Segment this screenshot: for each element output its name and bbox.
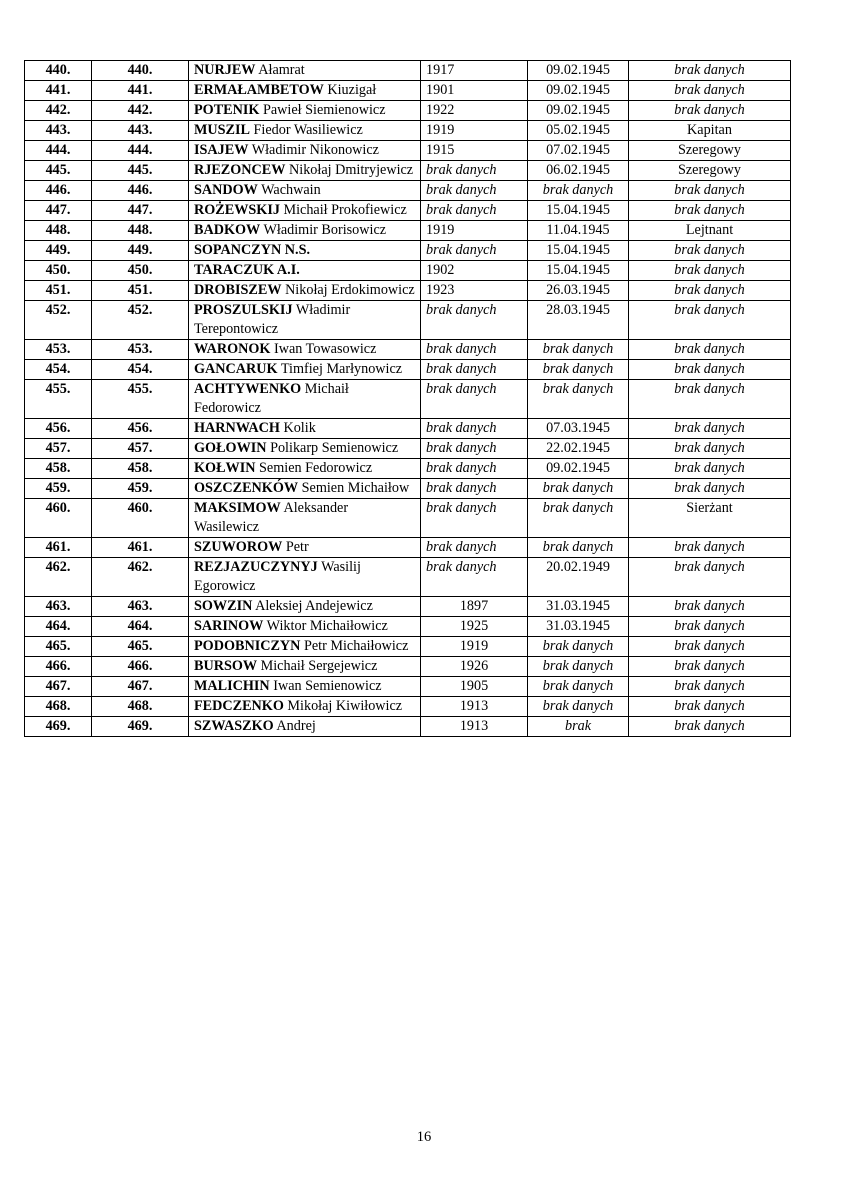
row-lp: 441. <box>25 81 92 101</box>
row-surname: ERMAŁAMBETOW <box>194 82 324 98</box>
row-name <box>189 538 421 558</box>
row-lp: 462. <box>25 558 92 597</box>
row-given-names: Władimir Borisowicz <box>263 222 387 238</box>
row-surname: SARINOW <box>194 618 264 634</box>
row-given-names: Nikołaj Erdokimowicz <box>285 282 415 298</box>
row-death-date: 28.03.1945 <box>528 301 629 340</box>
row-rank: brak danych <box>629 419 791 439</box>
row-rank: Szeregowy <box>629 141 791 161</box>
row-name <box>189 340 421 360</box>
row-given-names: Iwan Towasowicz <box>274 341 377 357</box>
row-death-date: 09.02.1945 <box>528 101 629 121</box>
row-given-names: Semien Michaiłow <box>301 480 410 496</box>
table-row <box>25 499 791 538</box>
row-name <box>189 637 421 657</box>
row-surname: OSZCZENKÓW <box>194 480 299 496</box>
row-number: 442. <box>92 101 189 121</box>
row-number: 454. <box>92 360 189 380</box>
row-name <box>189 61 421 81</box>
row-rank: Sierżant <box>629 499 791 538</box>
row-name <box>189 181 421 201</box>
row-lp: 447. <box>25 201 92 221</box>
table-row <box>25 201 791 221</box>
row-surname: TARACZUK A.I. <box>194 262 300 278</box>
row-number: 461. <box>92 538 189 558</box>
table-row <box>25 360 791 380</box>
row-name <box>189 439 421 459</box>
row-name <box>189 657 421 677</box>
row-surname: NURJEW <box>194 62 256 78</box>
row-given-names: Petr <box>285 539 309 555</box>
row-surname: PROSZULSKIJ <box>194 302 293 318</box>
row-rank: brak danych <box>629 340 791 360</box>
row-name <box>189 141 421 161</box>
row-lp: 442. <box>25 101 92 121</box>
row-surname: SANDOW <box>194 182 258 198</box>
table-row <box>25 281 791 301</box>
row-birth-year: brak danych <box>421 181 528 201</box>
row-surname: MALICHIN <box>194 678 270 694</box>
row-lp: 454. <box>25 360 92 380</box>
row-rank: brak danych <box>629 241 791 261</box>
row-surname: ISAJEW <box>194 142 249 158</box>
table-row <box>25 459 791 479</box>
row-birth-year: 1915 <box>421 141 528 161</box>
row-name <box>189 201 421 221</box>
row-name <box>189 419 421 439</box>
row-surname: KOŁWIN <box>194 460 256 476</box>
table-row <box>25 161 791 181</box>
table-row <box>25 677 791 697</box>
row-death-date: 06.02.1945 <box>528 161 629 181</box>
row-surname: FEDCZENKO <box>194 698 284 714</box>
table-row <box>25 301 791 340</box>
row-lp: 459. <box>25 479 92 499</box>
row-birth-year: 1922 <box>421 101 528 121</box>
table-row <box>25 121 791 141</box>
row-birth-year: 1902 <box>421 261 528 281</box>
row-lp: 451. <box>25 281 92 301</box>
row-lp: 458. <box>25 459 92 479</box>
row-lp: 449. <box>25 241 92 261</box>
table-row <box>25 717 791 737</box>
row-death-date: brak danych <box>528 637 629 657</box>
row-name <box>189 81 421 101</box>
row-death-date: brak danych <box>528 360 629 380</box>
row-surname: PODOBNICZYN <box>194 638 301 654</box>
table-row <box>25 181 791 201</box>
row-birth-year: brak danych <box>421 301 528 340</box>
table-row <box>25 101 791 121</box>
row-rank: brak danych <box>629 597 791 617</box>
row-rank: brak danych <box>629 677 791 697</box>
table-row <box>25 241 791 261</box>
row-given-names: Aleksiej Andejewicz <box>255 598 373 614</box>
row-surname: MUSZIL <box>194 122 250 138</box>
row-birth-year: brak danych <box>421 439 528 459</box>
row-number: 448. <box>92 221 189 241</box>
row-rank: brak danych <box>629 459 791 479</box>
row-death-date: 07.03.1945 <box>528 419 629 439</box>
row-death-date: brak danych <box>528 677 629 697</box>
row-surname: REZJAZUCZYNYJ <box>194 559 318 575</box>
row-death-date: 07.02.1945 <box>528 141 629 161</box>
row-number: 449. <box>92 241 189 261</box>
row-lp: 468. <box>25 697 92 717</box>
row-number: 446. <box>92 181 189 201</box>
row-surname: WARONOK <box>194 341 271 357</box>
row-death-date: 15.04.1945 <box>528 261 629 281</box>
row-number: 452. <box>92 301 189 340</box>
row-death-date: brak danych <box>528 657 629 677</box>
row-lp: 460. <box>25 499 92 538</box>
row-birth-year: 1919 <box>421 221 528 241</box>
table-row <box>25 419 791 439</box>
row-name <box>189 121 421 141</box>
row-surname: BURSOW <box>194 658 258 674</box>
row-number: 463. <box>92 597 189 617</box>
table-row <box>25 657 791 677</box>
row-rank: brak danych <box>629 360 791 380</box>
row-number: 440. <box>92 61 189 81</box>
row-birth-year: brak danych <box>421 419 528 439</box>
row-birth-year: 1923 <box>421 281 528 301</box>
row-number: 464. <box>92 617 189 637</box>
row-birth-year: 1901 <box>421 81 528 101</box>
row-name <box>189 558 421 597</box>
row-number: 469. <box>92 717 189 737</box>
row-rank: brak danych <box>629 261 791 281</box>
row-surname: GOŁOWIN <box>194 440 267 456</box>
row-name <box>189 221 421 241</box>
row-given-names: Wasilij Egorowicz <box>194 559 361 594</box>
row-birth-year: brak danych <box>421 459 528 479</box>
row-number: 458. <box>92 459 189 479</box>
table-row <box>25 340 791 360</box>
row-name <box>189 677 421 697</box>
row-lp: 465. <box>25 637 92 657</box>
row-name <box>189 241 421 261</box>
row-birth-year: brak danych <box>421 360 528 380</box>
row-birth-year: 1905 <box>421 677 528 697</box>
row-name <box>189 479 421 499</box>
row-name <box>189 360 421 380</box>
row-number: 450. <box>92 261 189 281</box>
row-surname: SOPANCZYN N.S. <box>194 242 311 258</box>
row-given-names: Fiedor Wasiliewicz <box>253 122 363 138</box>
row-rank: brak danych <box>629 439 791 459</box>
table-row <box>25 479 791 499</box>
table-row <box>25 637 791 657</box>
row-rank: Szeregowy <box>629 161 791 181</box>
row-surname: MAKSIMOW <box>194 500 281 516</box>
table-row <box>25 261 791 281</box>
row-rank: brak danych <box>629 301 791 340</box>
row-rank: Lejtnant <box>629 221 791 241</box>
row-name <box>189 281 421 301</box>
row-death-date: 22.02.1945 <box>528 439 629 459</box>
row-birth-year: brak danych <box>421 558 528 597</box>
row-number: 456. <box>92 419 189 439</box>
row-rank: brak danych <box>629 479 791 499</box>
row-given-names: Aleksander Wasilewicz <box>194 500 349 535</box>
row-number: 443. <box>92 121 189 141</box>
row-lp: 446. <box>25 181 92 201</box>
row-name <box>189 380 421 419</box>
row-birth-year: brak danych <box>421 340 528 360</box>
page-number: 16 <box>416 1129 432 1145</box>
row-given-names: Pawieł Siemienowicz <box>262 102 386 118</box>
row-number: 466. <box>92 657 189 677</box>
row-number: 462. <box>92 558 189 597</box>
row-name <box>189 161 421 181</box>
row-number: 444. <box>92 141 189 161</box>
row-lp: 469. <box>25 717 92 737</box>
row-number: 455. <box>92 380 189 419</box>
row-birth-year: 1919 <box>421 637 528 657</box>
row-number: 447. <box>92 201 189 221</box>
row-birth-year: 1926 <box>421 657 528 677</box>
row-given-names: Andrej <box>276 718 316 734</box>
row-surname: SZWASZKO <box>194 718 274 734</box>
row-death-date: 26.03.1945 <box>528 281 629 301</box>
row-birth-year: 1897 <box>421 597 528 617</box>
row-lp: 456. <box>25 419 92 439</box>
row-given-names: Semien Fedorowicz <box>259 460 373 476</box>
row-number: 468. <box>92 697 189 717</box>
row-number: 451. <box>92 281 189 301</box>
row-rank: brak danych <box>629 697 791 717</box>
row-lp: 452. <box>25 301 92 340</box>
row-number: 465. <box>92 637 189 657</box>
row-birth-year: brak danych <box>421 380 528 419</box>
row-rank: brak danych <box>629 717 791 737</box>
row-surname: POTENIK <box>194 102 260 118</box>
row-death-date: brak <box>528 717 629 737</box>
row-lp: 466. <box>25 657 92 677</box>
row-death-date: 09.02.1945 <box>528 459 629 479</box>
row-number: 459. <box>92 479 189 499</box>
row-death-date: 31.03.1945 <box>528 617 629 637</box>
table-row <box>25 221 791 241</box>
row-given-names: Wiktor Michaiłowicz <box>266 618 388 634</box>
row-name <box>189 499 421 538</box>
table-row <box>25 81 791 101</box>
row-surname: SOWZIN <box>194 598 253 614</box>
table-row <box>25 141 791 161</box>
row-lp: 464. <box>25 617 92 637</box>
row-birth-year: brak danych <box>421 499 528 538</box>
row-name <box>189 697 421 717</box>
row-lp: 444. <box>25 141 92 161</box>
table-row <box>25 380 791 419</box>
row-death-date: brak danych <box>528 697 629 717</box>
row-lp: 457. <box>25 439 92 459</box>
row-rank: brak danych <box>629 61 791 81</box>
row-surname: BADKOW <box>194 222 261 238</box>
row-given-names: Władimir Terepontowicz <box>194 302 351 337</box>
table-row <box>25 697 791 717</box>
row-name <box>189 597 421 617</box>
row-given-names: Kiuzigał <box>327 82 377 98</box>
row-death-date: brak danych <box>528 380 629 419</box>
row-given-names: Kolik <box>283 420 316 436</box>
row-rank: brak danych <box>629 81 791 101</box>
row-lp: 440. <box>25 61 92 81</box>
row-lp: 467. <box>25 677 92 697</box>
row-death-date: 09.02.1945 <box>528 61 629 81</box>
row-number: 445. <box>92 161 189 181</box>
table-row <box>25 61 791 81</box>
row-given-names: Petr Michaiłowicz <box>303 638 409 654</box>
row-death-date: brak danych <box>528 340 629 360</box>
row-birth-year: brak danych <box>421 538 528 558</box>
row-birth-year: brak danych <box>421 479 528 499</box>
row-rank: brak danych <box>629 201 791 221</box>
row-rank: brak danych <box>629 538 791 558</box>
row-birth-year: 1913 <box>421 717 528 737</box>
row-birth-year: 1919 <box>421 121 528 141</box>
row-rank: brak danych <box>629 281 791 301</box>
row-rank: brak danych <box>629 558 791 597</box>
row-given-names: Wachwain <box>261 182 321 198</box>
row-death-date: 15.04.1945 <box>528 201 629 221</box>
row-lp: 461. <box>25 538 92 558</box>
records-table <box>24 60 791 737</box>
row-birth-year: 1913 <box>421 697 528 717</box>
row-given-names: Polikarp Semienowicz <box>270 440 399 456</box>
row-number: 460. <box>92 499 189 538</box>
row-death-date: 05.02.1945 <box>528 121 629 141</box>
row-surname: ROŻEWSKIJ <box>194 202 280 218</box>
row-death-date: brak danych <box>528 499 629 538</box>
row-given-names: Mikołaj Kiwiłowicz <box>287 698 403 714</box>
row-surname: RJEZONCEW <box>194 162 286 178</box>
row-birth-year: brak danych <box>421 201 528 221</box>
row-death-date: 15.04.1945 <box>528 241 629 261</box>
row-birth-year: 1917 <box>421 61 528 81</box>
row-given-names: Michaił Sergejewicz <box>260 658 378 674</box>
row-rank: brak danych <box>629 657 791 677</box>
table-row <box>25 597 791 617</box>
row-name <box>189 261 421 281</box>
row-lp: 455. <box>25 380 92 419</box>
row-death-date: brak danych <box>528 538 629 558</box>
row-lp: 453. <box>25 340 92 360</box>
row-surname: ACHTYWENKO <box>194 381 302 397</box>
row-birth-year: brak danych <box>421 161 528 181</box>
row-death-date: 20.02.1949 <box>528 558 629 597</box>
table-row <box>25 558 791 597</box>
row-lp: 450. <box>25 261 92 281</box>
row-number: 467. <box>92 677 189 697</box>
row-surname: DROBISZEW <box>194 282 282 298</box>
table-row <box>25 538 791 558</box>
row-birth-year: brak danych <box>421 241 528 261</box>
row-number: 441. <box>92 81 189 101</box>
row-birth-year: 1925 <box>421 617 528 637</box>
row-given-names: Ałamrat <box>258 62 305 78</box>
row-rank: brak danych <box>629 101 791 121</box>
row-name <box>189 717 421 737</box>
row-rank: Kapitan <box>629 121 791 141</box>
row-rank: brak danych <box>629 617 791 637</box>
row-lp: 463. <box>25 597 92 617</box>
row-death-date: brak danych <box>528 181 629 201</box>
row-surname: HARNWACH <box>194 420 280 436</box>
row-death-date: 11.04.1945 <box>528 221 629 241</box>
row-given-names: Władimir Nikonowicz <box>251 142 379 158</box>
row-number: 453. <box>92 340 189 360</box>
row-rank: brak danych <box>629 380 791 419</box>
row-name <box>189 301 421 340</box>
row-death-date: 09.02.1945 <box>528 81 629 101</box>
table-row <box>25 617 791 637</box>
row-lp: 445. <box>25 161 92 181</box>
row-given-names: Iwan Semienowicz <box>273 678 382 694</box>
row-given-names: Michaił Prokofiewicz <box>283 202 407 218</box>
row-death-date: brak danych <box>528 479 629 499</box>
row-lp: 443. <box>25 121 92 141</box>
row-surname: SZUWOROW <box>194 539 283 555</box>
row-rank: brak danych <box>629 181 791 201</box>
row-given-names: Michaił Fedorowicz <box>194 381 349 416</box>
row-name <box>189 459 421 479</box>
row-surname: GANCARUK <box>194 361 278 377</box>
table-row <box>25 439 791 459</box>
row-number: 457. <box>92 439 189 459</box>
row-name <box>189 617 421 637</box>
row-death-date: 31.03.1945 <box>528 597 629 617</box>
row-given-names: Timfiej Marłynowicz <box>280 361 403 377</box>
row-given-names: Nikołaj Dmitryjewicz <box>289 162 414 178</box>
row-name <box>189 101 421 121</box>
row-rank: brak danych <box>629 637 791 657</box>
records-body <box>25 61 791 737</box>
row-lp: 448. <box>25 221 92 241</box>
